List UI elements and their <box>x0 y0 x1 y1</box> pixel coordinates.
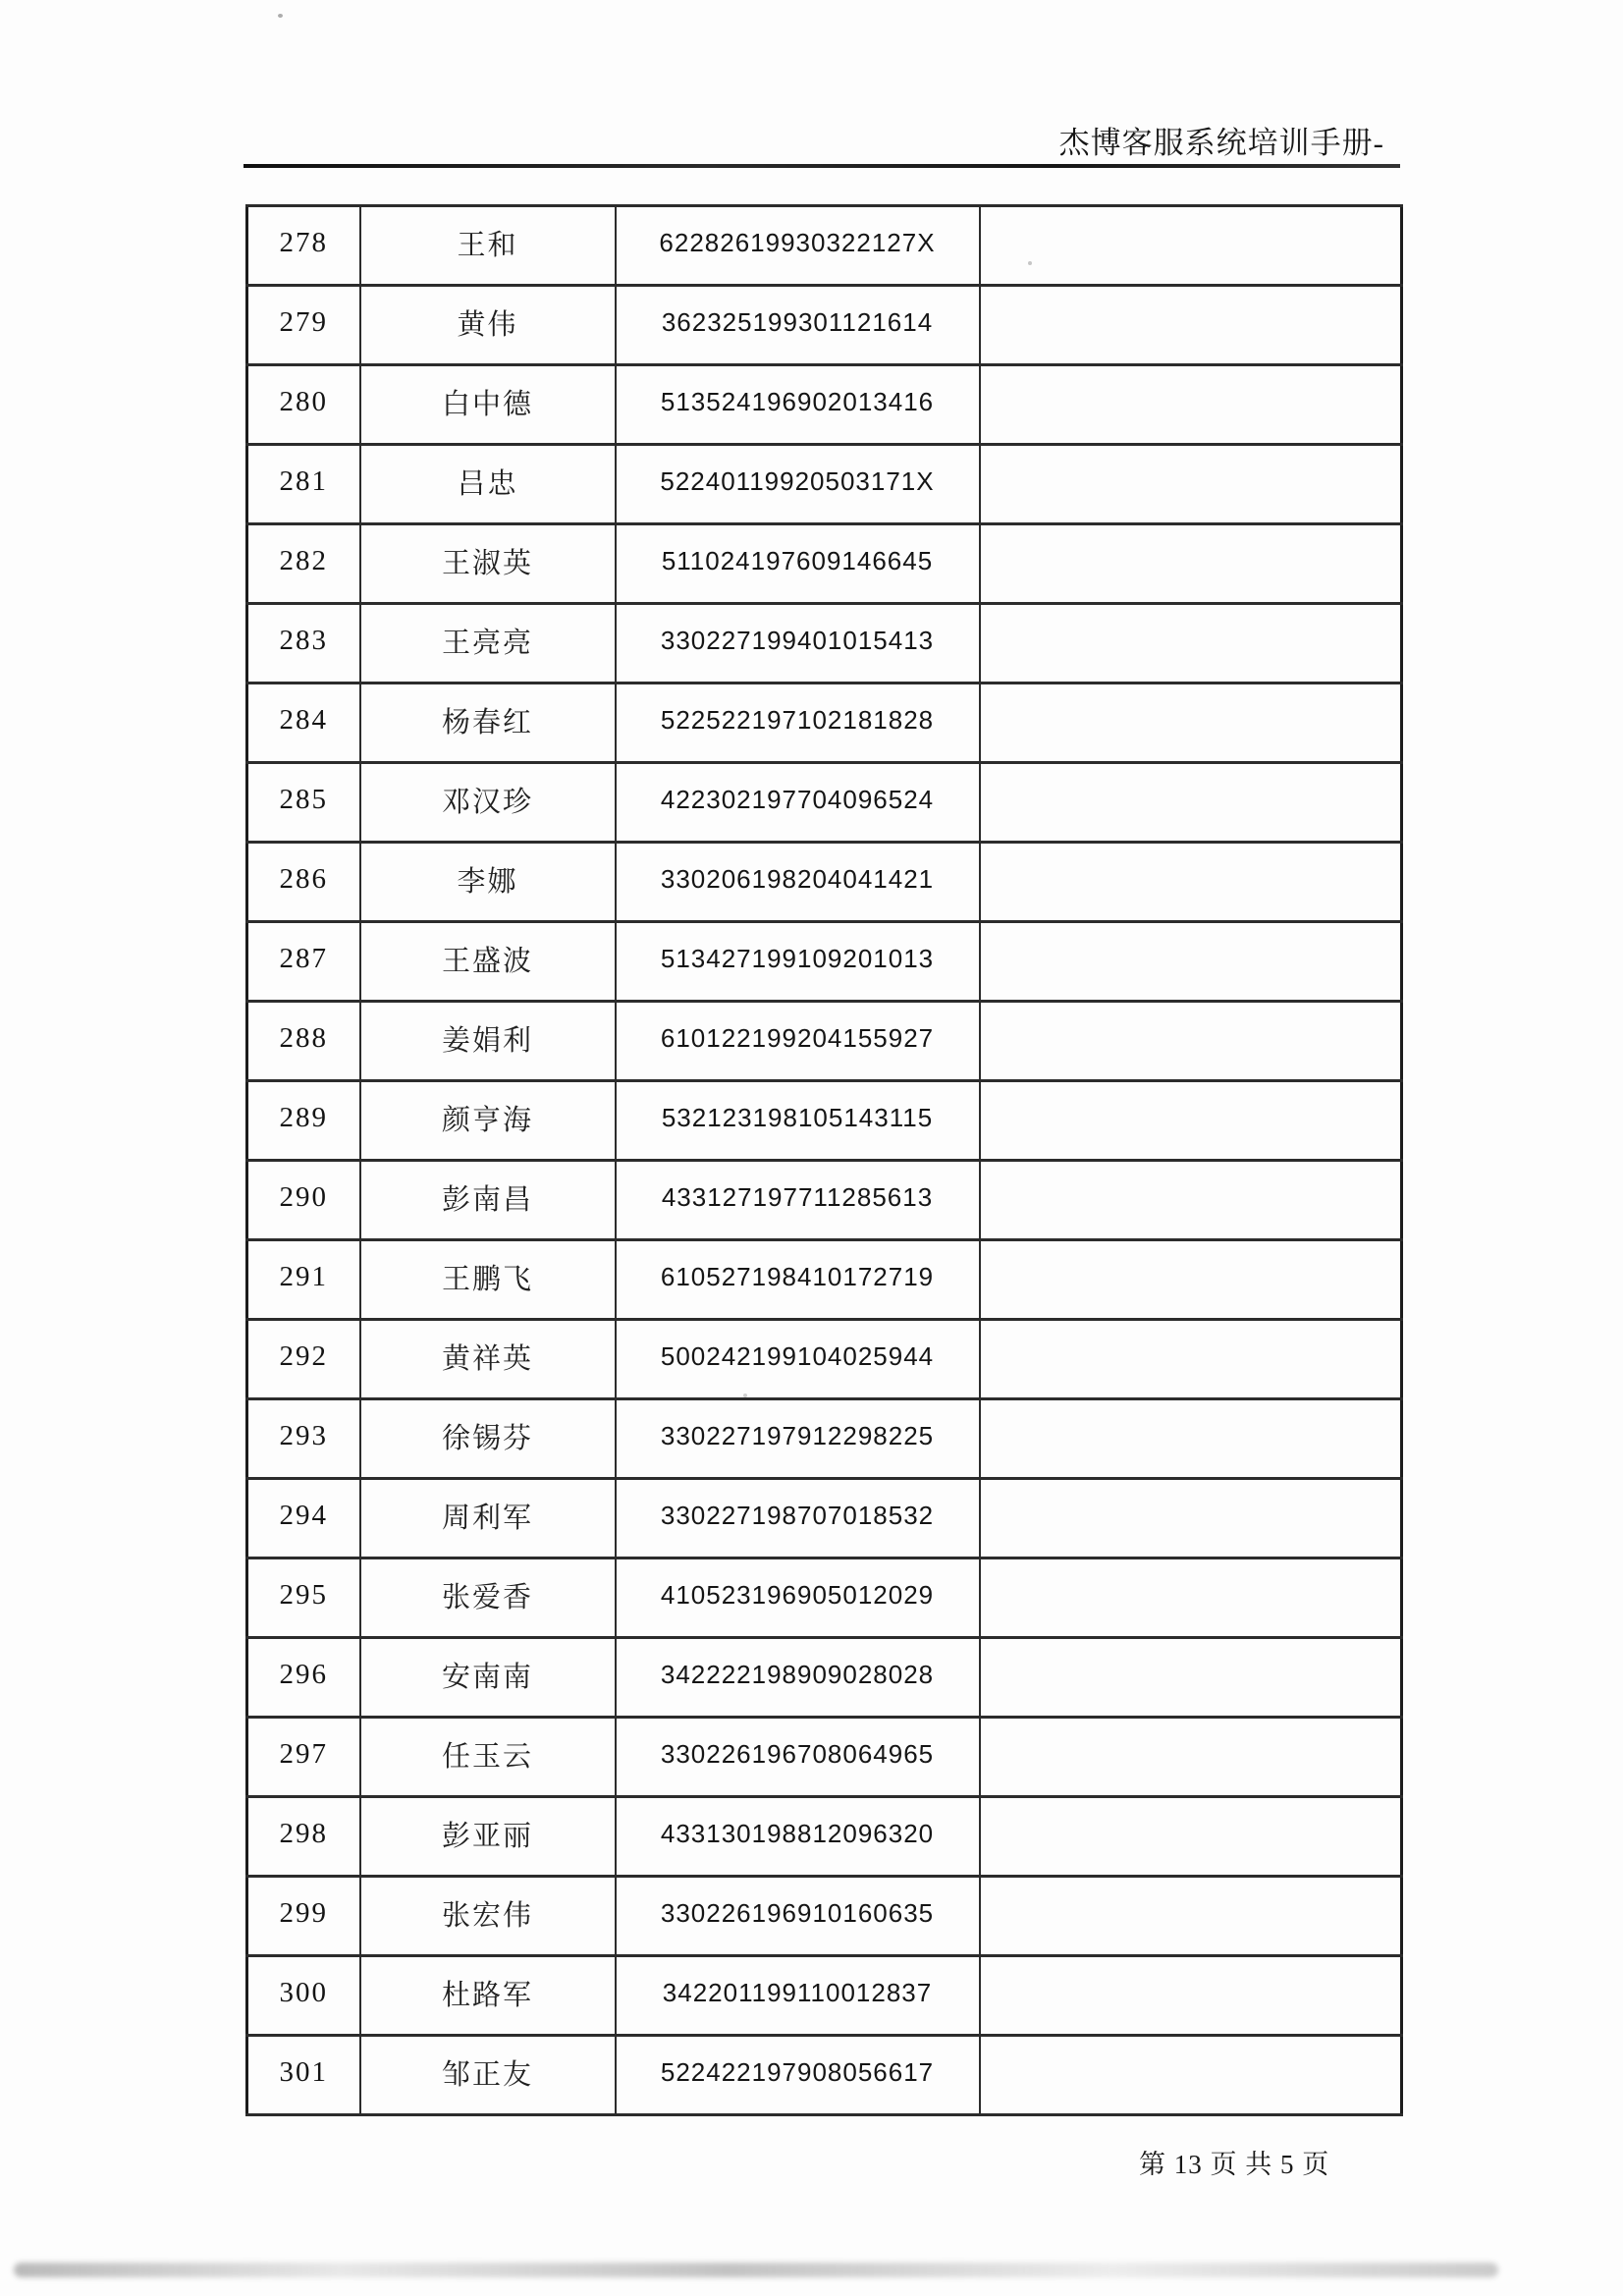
empty-remark-cell <box>980 683 1402 763</box>
person-name-cell: 黄伟 <box>360 286 616 365</box>
row-number-cell: 285 <box>247 763 360 843</box>
roster-table-body <box>247 206 1402 2115</box>
roster-row <box>247 2036 1402 2115</box>
empty-remark-cell <box>980 1002 1402 1081</box>
id-number-cell: 410523196905012029 <box>616 1558 980 1638</box>
roster-row <box>247 843 1402 922</box>
scan-speck <box>743 1394 747 1397</box>
id-number-cell: 532123198105143115 <box>616 1081 980 1161</box>
person-name-cell: 黄祥英 <box>360 1320 616 1399</box>
empty-remark-cell <box>980 445 1402 524</box>
roster-row <box>247 1558 1402 1638</box>
row-number-cell: 279 <box>247 286 360 365</box>
id-number-cell: 330226196708064965 <box>616 1718 980 1797</box>
roster-row <box>247 524 1402 604</box>
empty-remark-cell <box>980 1081 1402 1161</box>
person-name-cell: 周利军 <box>360 1479 616 1558</box>
id-number-cell: 522522197102181828 <box>616 683 980 763</box>
row-number-cell: 297 <box>247 1718 360 1797</box>
row-number-cell: 298 <box>247 1797 360 1877</box>
person-name-cell: 王淑英 <box>360 524 616 604</box>
id-number-cell: 513427199109201013 <box>616 922 980 1002</box>
person-name-cell: 邹正友 <box>360 2036 616 2115</box>
id-number-cell: 500242199104025944 <box>616 1320 980 1399</box>
empty-remark-cell <box>980 1240 1402 1320</box>
roster-row <box>247 1718 1402 1797</box>
roster-row <box>247 1638 1402 1718</box>
id-number-cell: 433127197711285613 <box>616 1161 980 1240</box>
empty-remark-cell <box>980 365 1402 445</box>
row-number-cell: 287 <box>247 922 360 1002</box>
row-number-cell: 284 <box>247 683 360 763</box>
row-number-cell: 299 <box>247 1877 360 1956</box>
person-name-cell: 李娜 <box>360 843 616 922</box>
person-name-cell: 彭亚丽 <box>360 1797 616 1877</box>
empty-remark-cell <box>980 1399 1402 1479</box>
id-number-cell: 330227197912298225 <box>616 1399 980 1479</box>
scan-speck <box>1028 261 1032 265</box>
person-name-cell: 王盛波 <box>360 922 616 1002</box>
person-name-cell: 白中德 <box>360 365 616 445</box>
person-name-cell: 杜路军 <box>360 1956 616 2036</box>
empty-remark-cell <box>980 1558 1402 1638</box>
empty-remark-cell <box>980 1161 1402 1240</box>
row-number-cell: 290 <box>247 1161 360 1240</box>
id-number-cell: 511024197609146645 <box>616 524 980 604</box>
roster-row <box>247 365 1402 445</box>
roster-row <box>247 1081 1402 1161</box>
id-number-cell: 422302197704096524 <box>616 763 980 843</box>
row-number-cell: 301 <box>247 2036 360 2115</box>
person-name-cell: 吕忠 <box>360 445 616 524</box>
person-name-cell: 任玉云 <box>360 1718 616 1797</box>
id-number-cell: 330227199401015413 <box>616 604 980 683</box>
person-name-cell: 安南南 <box>360 1638 616 1718</box>
roster-row <box>247 286 1402 365</box>
person-name-cell: 王和 <box>360 206 616 286</box>
scan-artifact-band <box>14 2263 1498 2277</box>
empty-remark-cell <box>980 1877 1402 1956</box>
row-number-cell: 292 <box>247 1320 360 1399</box>
id-number-cell: 522422197908056617 <box>616 2036 980 2115</box>
personnel-roster-table <box>245 204 1403 2116</box>
scan-speck <box>278 14 283 18</box>
empty-remark-cell <box>980 1797 1402 1877</box>
row-number-cell: 295 <box>247 1558 360 1638</box>
empty-remark-cell <box>980 604 1402 683</box>
document-header-title: 杰博客服系统培训手册- <box>1058 126 1384 160</box>
person-name-cell: 王亮亮 <box>360 604 616 683</box>
row-number-cell: 278 <box>247 206 360 286</box>
id-number-cell: 330206198204041421 <box>616 843 980 922</box>
id-number-cell: 342222198909028028 <box>616 1638 980 1718</box>
empty-remark-cell <box>980 2036 1402 2115</box>
roster-row <box>247 683 1402 763</box>
roster-row <box>247 922 1402 1002</box>
row-number-cell: 282 <box>247 524 360 604</box>
empty-remark-cell <box>980 922 1402 1002</box>
row-number-cell: 291 <box>247 1240 360 1320</box>
header-rule <box>243 164 1400 168</box>
empty-remark-cell <box>980 206 1402 286</box>
roster-row <box>247 1002 1402 1081</box>
person-name-cell: 姜娟利 <box>360 1002 616 1081</box>
roster-row <box>247 1956 1402 2036</box>
id-number-cell: 513524196902013416 <box>616 365 980 445</box>
id-number-cell: 330226196910160635 <box>616 1877 980 1956</box>
id-number-cell: 62282619930322127X <box>616 206 980 286</box>
person-name-cell: 王鹏飞 <box>360 1240 616 1320</box>
roster-row <box>247 445 1402 524</box>
row-number-cell: 288 <box>247 1002 360 1081</box>
empty-remark-cell <box>980 286 1402 365</box>
row-number-cell: 283 <box>247 604 360 683</box>
id-number-cell: 610122199204155927 <box>616 1002 980 1081</box>
row-number-cell: 294 <box>247 1479 360 1558</box>
row-number-cell: 296 <box>247 1638 360 1718</box>
row-number-cell: 286 <box>247 843 360 922</box>
person-name-cell: 张宏伟 <box>360 1877 616 1956</box>
id-number-cell: 433130198812096320 <box>616 1797 980 1877</box>
person-name-cell: 邓汉珍 <box>360 763 616 843</box>
empty-remark-cell <box>980 1479 1402 1558</box>
empty-remark-cell <box>980 763 1402 843</box>
roster-row <box>247 1877 1402 1956</box>
roster-row <box>247 763 1402 843</box>
roster-row <box>247 1320 1402 1399</box>
roster-row <box>247 1399 1402 1479</box>
roster-row <box>247 1240 1402 1320</box>
row-number-cell: 281 <box>247 445 360 524</box>
empty-remark-cell <box>980 524 1402 604</box>
person-name-cell: 徐锡芬 <box>360 1399 616 1479</box>
person-name-cell: 彭南昌 <box>360 1161 616 1240</box>
row-number-cell: 289 <box>247 1081 360 1161</box>
row-number-cell: 293 <box>247 1399 360 1479</box>
empty-remark-cell <box>980 1638 1402 1718</box>
empty-remark-cell <box>980 1956 1402 2036</box>
id-number-cell: 52240119920503171X <box>616 445 980 524</box>
roster-row <box>247 1797 1402 1877</box>
empty-remark-cell <box>980 1718 1402 1797</box>
id-number-cell: 362325199301121614 <box>616 286 980 365</box>
row-number-cell: 300 <box>247 1956 360 2036</box>
row-number-cell: 280 <box>247 365 360 445</box>
person-name-cell: 杨春红 <box>360 683 616 763</box>
page-number-footer: 第 13 页 共 5 页 <box>1139 2150 1330 2179</box>
roster-row <box>247 206 1402 286</box>
roster-row <box>247 1161 1402 1240</box>
id-number-cell: 610527198410172719 <box>616 1240 980 1320</box>
empty-remark-cell <box>980 1320 1402 1399</box>
id-number-cell: 342201199110012837 <box>616 1956 980 2036</box>
empty-remark-cell <box>980 843 1402 922</box>
roster-row <box>247 604 1402 683</box>
person-name-cell: 张爱香 <box>360 1558 616 1638</box>
person-name-cell: 颜亨海 <box>360 1081 616 1161</box>
id-number-cell: 330227198707018532 <box>616 1479 980 1558</box>
roster-row <box>247 1479 1402 1558</box>
